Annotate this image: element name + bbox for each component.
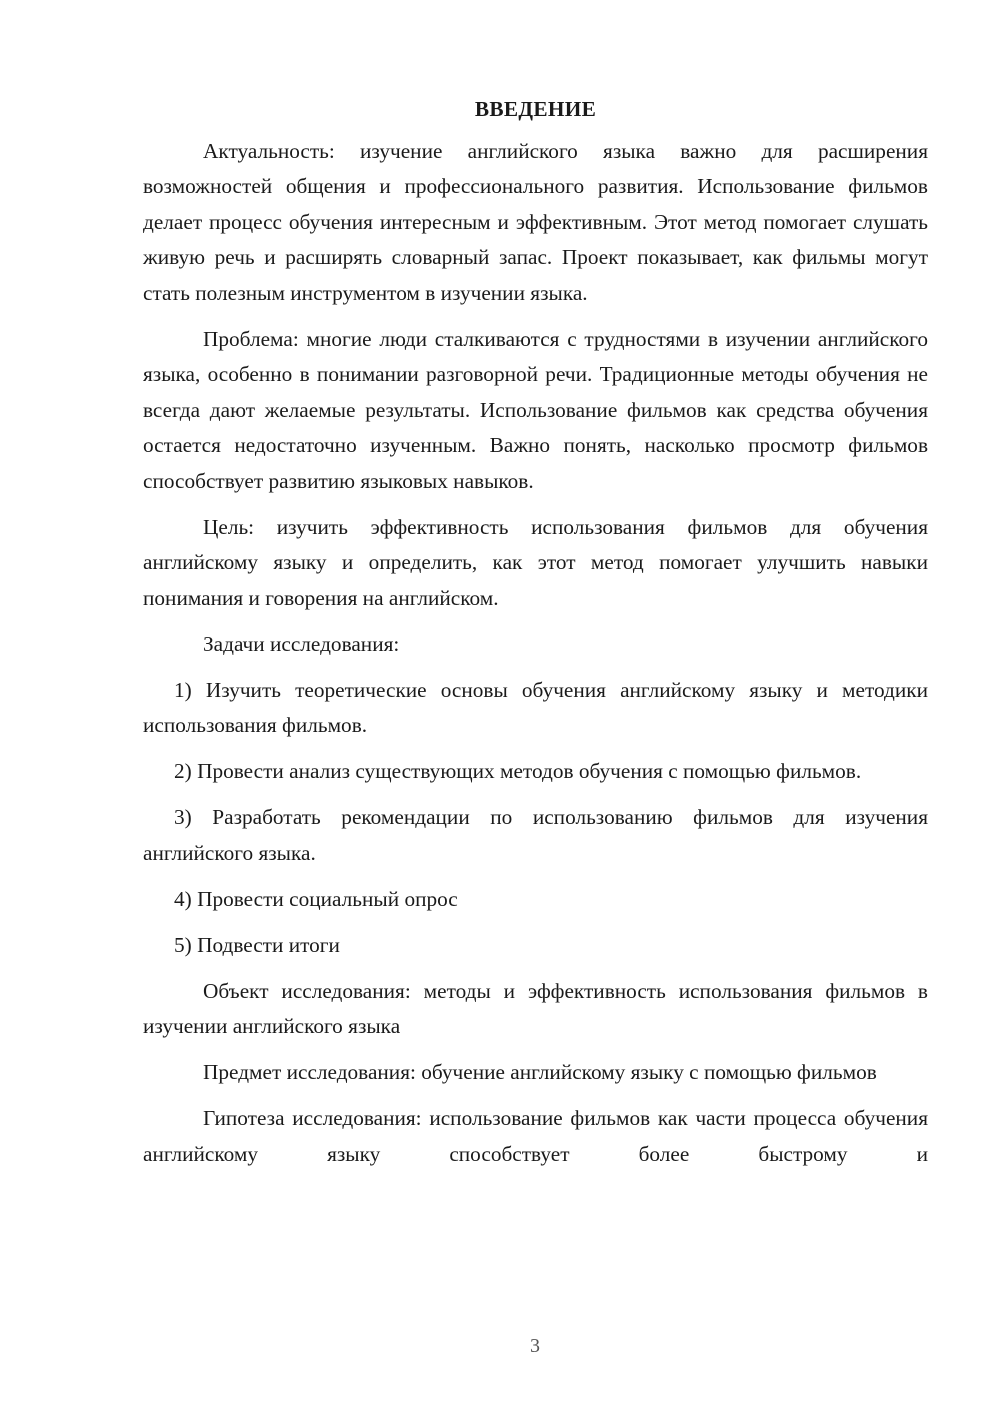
task-item-4: 4) Провести социальный опрос <box>174 886 458 911</box>
page-number: 3 <box>530 1335 540 1357</box>
document-page <box>143 92 928 1183</box>
paragraph-goal: Цель: изучить эффективность использования фильмов для обучения английскому языку и определить, как этот метод помогает улучшить навыки понимания и говорения на английском. <box>143 514 928 610</box>
paragraph-object: Объект исследования: методы и эффективность использования фильмов в изучении английского языка <box>143 978 928 1038</box>
paragraph-problem: Проблема: многие люди сталкиваются с трудностями в изучении английского языка, особенно в понимании разговорной речи. Традиционные методы обучения не всегда дают желаемые результаты. Использование фильмов как средства обучения остается недостаточно изученным. Важно понять, насколько просмотр фильмов способствует развитию языковых навыков. <box>143 326 928 493</box>
task-item-5: 5) Подвести итоги <box>174 932 340 957</box>
section-title: ВВЕДЕНИЕ <box>474 97 597 121</box>
paragraph-tasks-heading: Задачи исследования: <box>203 631 400 656</box>
paragraph-subject: Предмет исследования: обучение английскому языку с помощью фильмов <box>203 1060 877 1084</box>
task-item-3: 3) Разработать рекомендации по использованию фильмов для изучения английского языка. <box>143 805 928 865</box>
task-item-1: 1) Изучить теоретические основы обучения английскому языку и методики использования фильмов. <box>143 677 928 737</box>
paragraph-hypothesis: Гипотеза исследования: использование фильмов как части процесса обучения английскому языку способствует более быстрому и <box>143 1106 928 1166</box>
task-item-2: 2) Провести анализ существующих методов обучения с помощью фильмов. <box>174 759 862 783</box>
paragraph-relevance: Актуальность: изучение английского языка важно для расширения возможностей общения и профессионального развития. Использование фильмов делает процесс обучения интересным и эффективным. Этот метод помогает слушать живую речь и расширять словарный запас. Проект показывает, как фильмы могут стать полезным инструментом в изучении языка. <box>143 138 928 305</box>
